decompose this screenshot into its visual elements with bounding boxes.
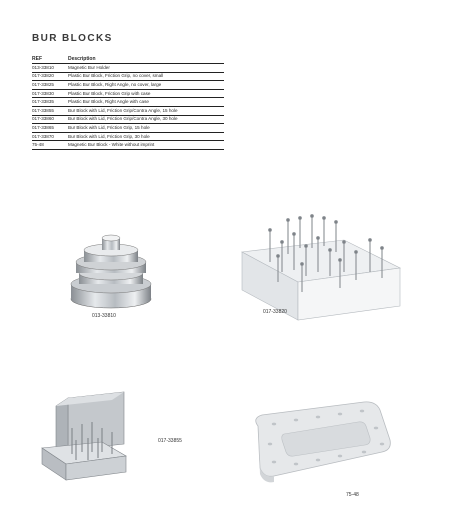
table-row	[32, 141, 224, 150]
table-row	[32, 81, 224, 90]
table-row	[32, 132, 224, 141]
table-row	[32, 72, 224, 81]
caption-white-magnetic-bur-block: 75-48	[346, 492, 359, 498]
reference-table	[32, 56, 224, 150]
bur-block-with-lid-image	[40, 388, 140, 484]
table-header-row	[32, 56, 224, 64]
ref-cell: 017-33825	[32, 81, 68, 90]
caption-bur-block-with-lid: 017-33855	[158, 438, 182, 444]
column-header-description: Description	[68, 56, 224, 64]
ref-cell: 017-33855	[32, 106, 68, 115]
ref-cell: 017-33860	[32, 115, 68, 124]
table-row	[32, 89, 224, 98]
caption-plastic-bur-block: 017-33820	[263, 309, 287, 315]
description-cell: Bur Block with Lid, Friction Grip, 30 hole	[68, 132, 224, 141]
description-cell: Bur Block with Lid, Friction Grip/Contra Angle, 15 hole	[68, 106, 224, 115]
description-cell: Bur Block with Lid, Friction Grip/Contra Angle, 30 hole	[68, 115, 224, 124]
table-row	[32, 124, 224, 133]
caption-magnetic-bur-holder: 013-33810	[92, 313, 116, 319]
description-cell: Plastic Bur Block, Friction Grip with case	[68, 89, 224, 98]
table-row	[32, 115, 224, 124]
ref-cell: 017-33835	[32, 98, 68, 107]
table-row	[32, 64, 224, 73]
description-cell: Magnetic Bur Block - White without imprint	[68, 141, 224, 150]
plastic-bur-block-image	[240, 212, 400, 324]
ref-cell: 017-33820	[32, 72, 68, 81]
ref-cell: 017-33865	[32, 124, 68, 133]
column-header-ref: REF	[32, 56, 68, 64]
description-cell: Plastic Bur Block, Friction Grip, no cover, small	[68, 72, 224, 81]
ref-cell: 013-33810	[32, 64, 68, 73]
ref-cell: 75-48	[32, 141, 68, 150]
description-cell: Plastic Bur Block, Right Angle, no cover, large	[68, 81, 224, 90]
table-row	[32, 98, 224, 107]
page-title: BUR BLOCKS	[32, 33, 113, 44]
description-cell: Bur Block with Lid, Friction Grip, 15 hole	[68, 124, 224, 133]
ref-cell: 017-33870	[32, 132, 68, 141]
description-cell: Magnetic Bur Holder	[68, 64, 224, 73]
white-magnetic-bur-block-image	[244, 398, 394, 486]
ref-cell: 017-33830	[32, 89, 68, 98]
description-cell: Plastic Bur Block, Right Angle with case	[68, 98, 224, 107]
table-row	[32, 106, 224, 115]
magnetic-bur-holder-image	[66, 228, 156, 310]
